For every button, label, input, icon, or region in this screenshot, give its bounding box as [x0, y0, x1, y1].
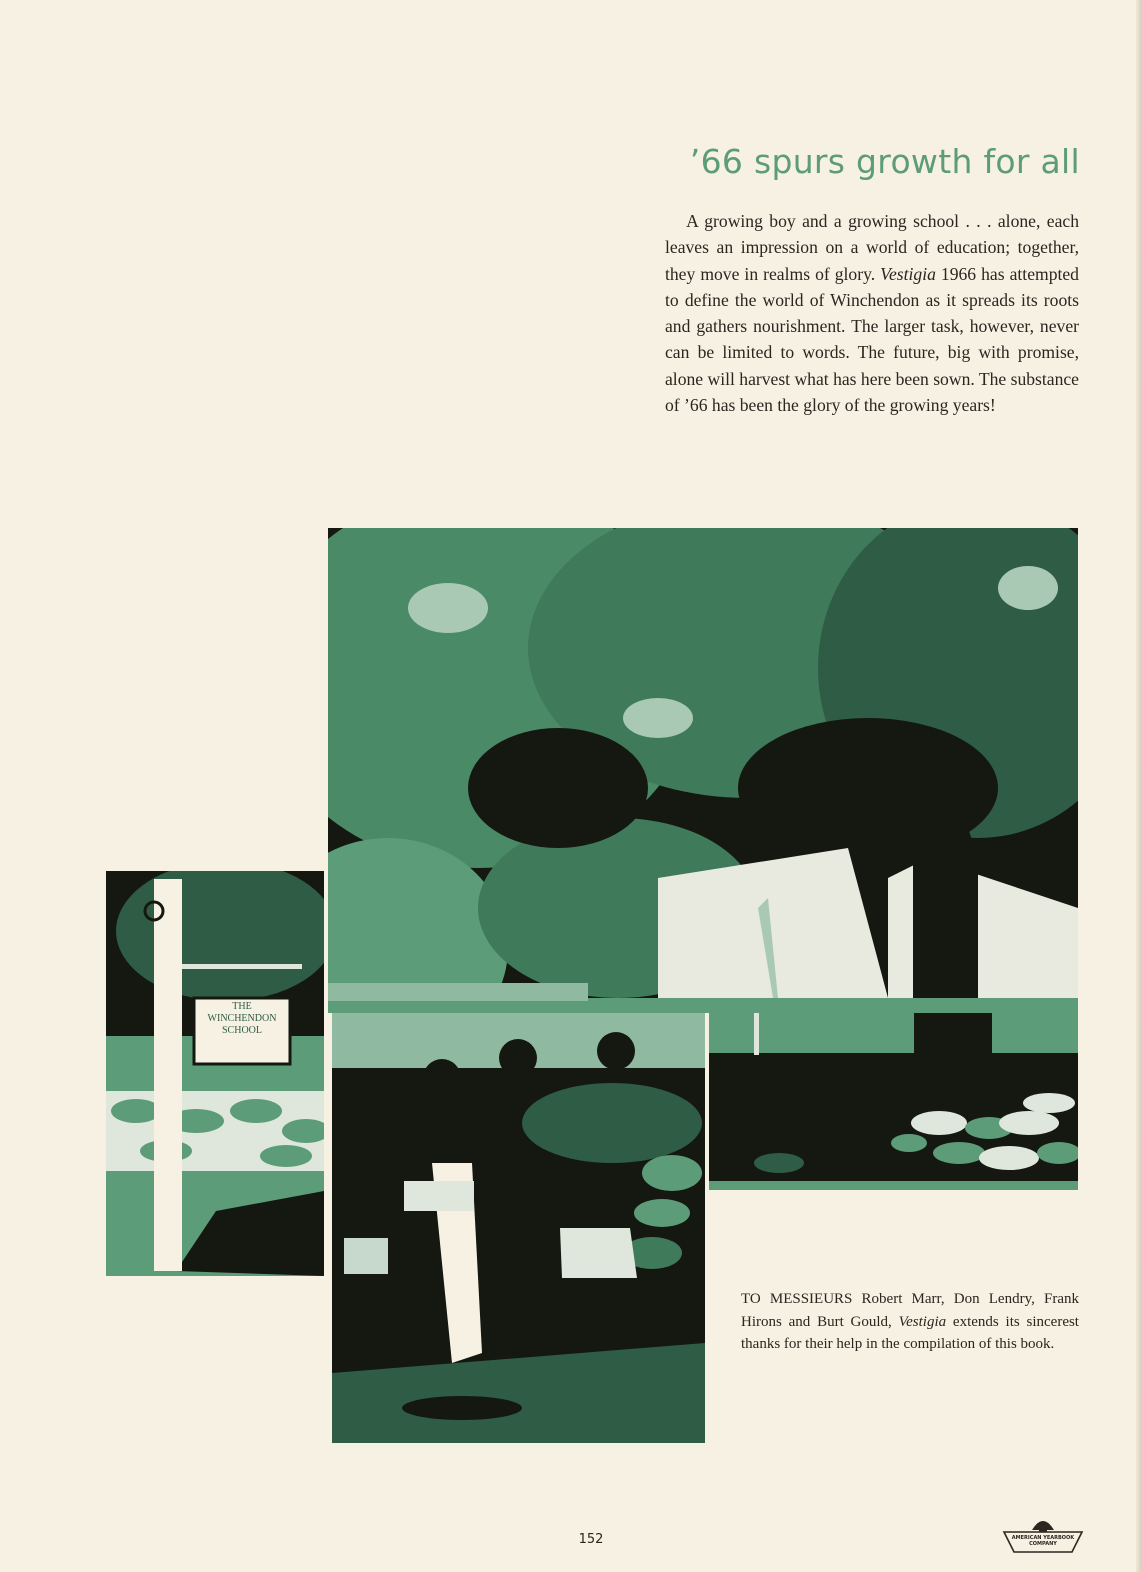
logo-line-2: COMPANY: [1029, 1541, 1057, 1547]
page-edge: [1136, 0, 1142, 1572]
intro-paragraph: [665, 208, 1079, 418]
sign-line-1: THE: [232, 1001, 252, 1012]
school-sign: [194, 1001, 290, 1037]
students-walking-photo: [332, 1013, 705, 1443]
acknowledgment-caption: [741, 1288, 1079, 1356]
intro-text-end: 1966 has attempted to define the world of Winchendon as it spreads its roots and gathers nourishment. The larger task, however, never can be limited to words. The future, big with promise, alone will harvest what has here been sown. The substance of ’66 has been the glory of the growing years!: [665, 263, 1079, 416]
sign-line-2: WINCHENDON: [207, 1013, 277, 1024]
stone-wall-photo: [709, 1013, 1078, 1190]
intro-text-start: A growing boy and a growing school . . . alone, each leaves an impression on a world of education; together, they move in realms of glory.: [665, 211, 1079, 284]
sign-line-3: SCHOOL: [221, 1025, 262, 1036]
logo-line-1: AMERICAN YEARBOOK: [1011, 1535, 1075, 1541]
publisher-logo: [1002, 1516, 1084, 1556]
caption-text-start: TO MESSIEURS Robert Marr, Don Lendry, Frank Hirons and Burt Gould,: [741, 1291, 1079, 1330]
caption-yearbook-title: Vestigia: [898, 1313, 947, 1330]
tree-canopy-photo: [328, 528, 1078, 1013]
intro-yearbook-title: Vestigia: [880, 263, 936, 284]
page-title: ’66 spurs growth for all: [689, 142, 1080, 181]
page-number: 152: [578, 1532, 604, 1547]
school-sign-photo: [106, 871, 324, 1276]
caption-text-end: extends its sincerest thanks for their help in the compilation of this book.: [741, 1313, 1079, 1352]
